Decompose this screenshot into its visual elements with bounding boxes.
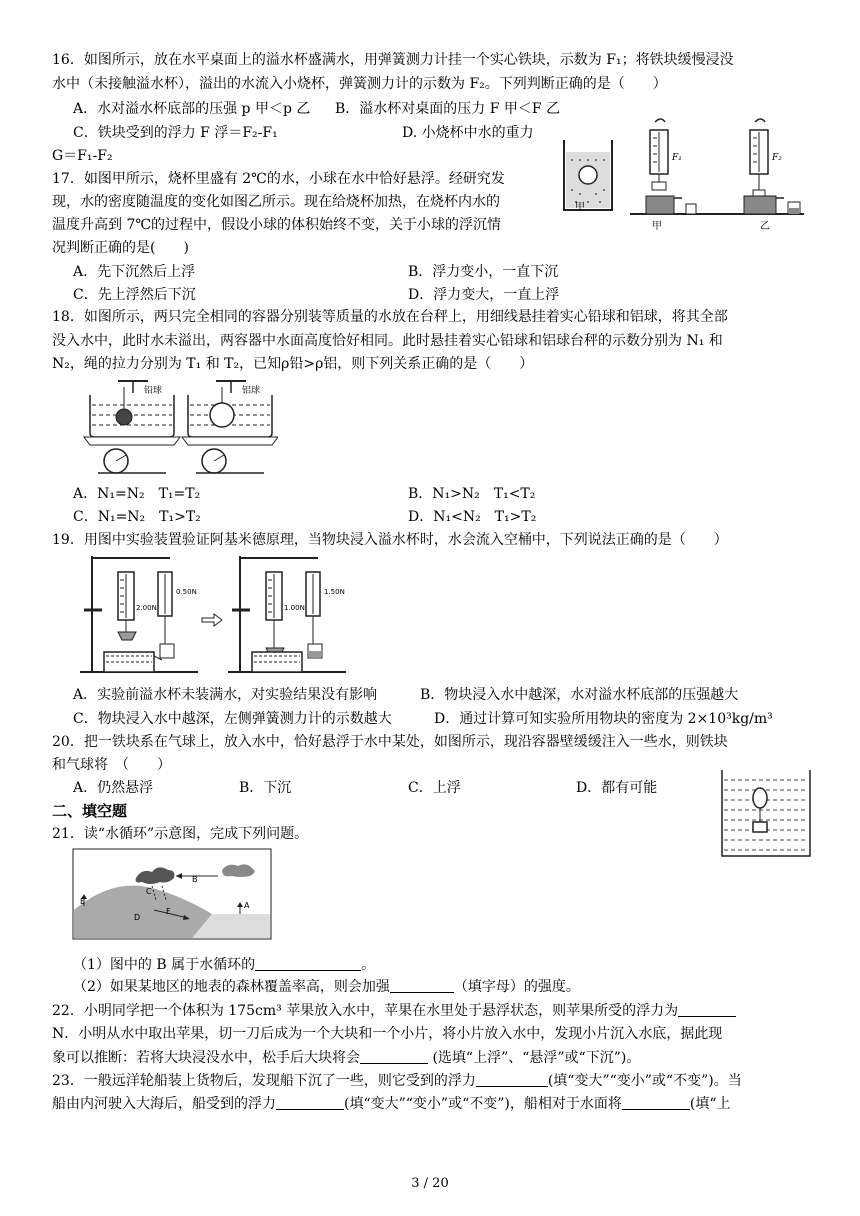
q22-line1-text: 22．小明同学把一个体积为 175cm³ 苹果放入水中，苹果在水里处于悬浮状态，则苹果所受的浮力为 bbox=[52, 1003, 679, 1019]
q21-sub2 bbox=[73, 977, 580, 997]
q17-option-a: A．先下沉然后上浮 bbox=[73, 264, 196, 280]
q16-option-c: C．铁块受到的浮力 F 浮＝F₂-F₁ bbox=[73, 125, 278, 141]
figure-f1-label: F₁ bbox=[672, 153, 682, 163]
figure-label-scale-jia: 甲 bbox=[652, 221, 662, 232]
q19-option-a: A．实验前溢水杯未装满水，对实验结果没有影响 bbox=[73, 687, 378, 703]
figure-label-beaker-jia: 甲 bbox=[575, 202, 585, 213]
q18-option-d: D．N₁<N₂ T₁>T₂ bbox=[408, 509, 537, 525]
spring-scale-left-icon bbox=[650, 119, 668, 190]
q17-line1: 17．如图甲所示，烧杯里盛有 2℃的水，小球在水中恰好悬浮。经研究发 bbox=[52, 171, 505, 187]
label-d: D bbox=[134, 913, 141, 922]
q20-line2: 和气球将 （ ） bbox=[52, 757, 171, 773]
figure-label-scale-yi: 乙 bbox=[760, 221, 770, 232]
q23-blank-1[interactable] bbox=[476, 1072, 548, 1087]
archimedes-apparatus-after-icon bbox=[228, 556, 346, 672]
q23-line1-end: (填“变大”“变小”或“不变”)。当 bbox=[547, 1073, 742, 1089]
archimedes-apparatus-before-icon bbox=[80, 556, 198, 672]
q21-sub2-blank[interactable] bbox=[390, 978, 454, 993]
scale-with-lead-ball-icon bbox=[84, 381, 180, 473]
q17-option-b: B．浮力变小，一直下沉 bbox=[408, 264, 559, 280]
q19-figure bbox=[74, 552, 356, 678]
q16-option-a: A．水对溢水杯底部的压强 p 甲＜p 乙 bbox=[73, 101, 311, 117]
label-b: B bbox=[192, 875, 198, 884]
q18-figure bbox=[78, 375, 278, 475]
q20-option-b: B．下沉 bbox=[239, 780, 292, 796]
q23-line2-text: 船由内河驶入大海后，船受到的浮力 bbox=[52, 1096, 276, 1112]
q19-option-d: D．通过计算可知实验所用物块的密度为 2×10³kg/m³ bbox=[434, 711, 773, 727]
q18-option-b: B．N₁>N₂ T₁<T₂ bbox=[408, 486, 536, 502]
page-number: 3 / 20 bbox=[411, 1176, 449, 1191]
q22-blank-2[interactable] bbox=[360, 1049, 428, 1064]
q21-sub1-text: （1）图中的 B 属于水循环的 bbox=[73, 957, 256, 973]
q22-line3 bbox=[52, 1048, 640, 1068]
q18-line3: N₂，绳的拉力分别为 T₁ 和 T₂，已知ρ铅>ρ铝，则下列关系正确的是（ ） bbox=[52, 356, 534, 372]
q21-line1: 21．读“水循环”示意图，完成下列问题。 bbox=[52, 826, 309, 842]
q22-line2: N．小明从水中取出苹果，切一刀后成为一个大块和一个小片，将小片放入水中，发现小片沉入水底，据此现 bbox=[52, 1026, 723, 1042]
q19-option-c: C．物块浸入水中越深，左侧弹簧测力计的示数越大 bbox=[73, 711, 392, 727]
q23-blank-2[interactable] bbox=[276, 1095, 344, 1110]
q16-line1: 16．如图所示，放在水平桌面上的溢水杯盛满水，用弹簧测力计挂一个实心铁块，示数为 F₁；将铁块缓慢浸没 bbox=[52, 52, 734, 68]
q21-sub1-end: 。 bbox=[361, 957, 376, 973]
reading-1-50n: 1.50N bbox=[324, 588, 345, 596]
q16-option-d: D. 小烧杯中水的重力 bbox=[402, 125, 534, 141]
q23-line2-end: (填“上 bbox=[689, 1096, 731, 1112]
q17-option-c: C．先上浮然后下沉 bbox=[73, 287, 196, 303]
reading-1-00n: 1.00N bbox=[284, 604, 305, 612]
label-c: C bbox=[146, 887, 152, 896]
q22-blank-1[interactable] bbox=[678, 1002, 736, 1017]
q20-line1: 20．把一铁块系在气球上，放入水中，恰好悬浮于水中某处，如图所示，现沿容器壁缓缓注入一些水，则铁块 bbox=[52, 734, 728, 750]
q17-line3: 温度升高到 7℃的过程中，假设小球的体积始终不变，关于小球的浮沉情 bbox=[52, 217, 502, 233]
q21-water-cycle-figure bbox=[72, 848, 272, 940]
q21-sub2-text: （2）如果某地区的地表的森林覆盖率高，则会加强 bbox=[73, 979, 390, 995]
q16-option-b: B．溢水杯对桌面的压力 F 甲＜F 乙 bbox=[335, 101, 561, 117]
q17-line2: 现，水的密度随温度的变化如图乙所示。现在给烧杯加热，在烧杯内水的 bbox=[52, 194, 500, 210]
q20-figure bbox=[720, 768, 814, 860]
q23-line1 bbox=[52, 1071, 742, 1091]
q16-line2: 水中（未接触溢水杯），溢出的水流入小烧杯，弹簧测力计的示数为 F₂。下列判断正确的是（ ） bbox=[52, 76, 667, 92]
lead-ball-label: 铅球 bbox=[144, 386, 163, 396]
q19-option-b: B．物块浸入水中越深，水对溢水杯底部的压强越大 bbox=[420, 687, 739, 703]
q22-line3-end: (选填“上浮”、“悬浮”或“下沉”)。 bbox=[428, 1050, 641, 1066]
q20-option-a: A．仍然悬浮 bbox=[73, 780, 154, 796]
q16-option-d-cont: G＝F₁-F₂ bbox=[52, 148, 113, 164]
spring-scale-right-icon bbox=[750, 119, 768, 198]
q21-sub2-end: （填字母）的强度。 bbox=[453, 979, 580, 995]
water-cycle-diagram-icon bbox=[73, 849, 271, 939]
q18-line1: 18．如图所示，两只完全相同的容器分别装等质量的水放在台秤上，用细线悬挂着实心铅球和铝球，将其全部 bbox=[52, 309, 728, 325]
q22-line1 bbox=[52, 1001, 736, 1021]
q19-line1: 19．用图中实验装置验证阿基米德原理，当物块浸入溢水杯时，水会流入空桶中，下列说法正确的是（ ） bbox=[52, 532, 728, 548]
q20-option-c: C．上浮 bbox=[408, 780, 461, 796]
reading-2-00n: 2.00N bbox=[136, 604, 157, 612]
beaker-with-ball-icon bbox=[564, 140, 612, 210]
q17-line4: 况判断正确的是( ) bbox=[52, 240, 189, 256]
balloon-iron-block-icon bbox=[722, 770, 810, 856]
label-e: E bbox=[80, 897, 86, 906]
figure-f2-label: F₂ bbox=[772, 153, 782, 163]
q18-option-a: A．N₁=N₂ T₁=T₂ bbox=[73, 486, 201, 502]
q18-line2: 没入水中，此时水未溢出，两容器中水面高度恰好相同。此时悬挂着实心铅球和铝球台秤的示数分别为 N₁ 和 bbox=[52, 333, 723, 349]
q16-q17-figure bbox=[558, 118, 810, 218]
q18-option-c: C．N₁=N₂ T₁>T₂ bbox=[73, 509, 201, 525]
label-a: A bbox=[244, 901, 250, 910]
q17-option-d: D．浮力变大，一直上浮 bbox=[408, 287, 560, 303]
q20-option-d: D．都有可能 bbox=[576, 780, 658, 796]
aluminum-ball-label: 铝球 bbox=[242, 386, 261, 396]
reading-0-50n: 0.50N bbox=[176, 588, 197, 596]
q23-line2 bbox=[52, 1094, 731, 1114]
label-f: F bbox=[166, 907, 171, 916]
arrow-right-icon bbox=[202, 614, 222, 626]
q23-line1-text: 23．一般远洋轮船装上货物后，发现船下沉了一些，则它受到的浮力 bbox=[52, 1073, 476, 1089]
q22-line3-text: 象可以推断：若将大块浸没水中，松手后大块将会 bbox=[52, 1050, 360, 1066]
q21-sub1 bbox=[73, 955, 375, 975]
q23-blank-3[interactable] bbox=[622, 1095, 690, 1110]
scale-with-aluminum-ball-icon bbox=[182, 381, 278, 473]
section-heading-fill-in: 二、填空题 bbox=[52, 802, 128, 820]
q23-line2-mid: (填“变大”“变小”或“不变”)，船相对于水面将 bbox=[344, 1096, 622, 1112]
q21-sub1-blank[interactable] bbox=[255, 956, 361, 971]
